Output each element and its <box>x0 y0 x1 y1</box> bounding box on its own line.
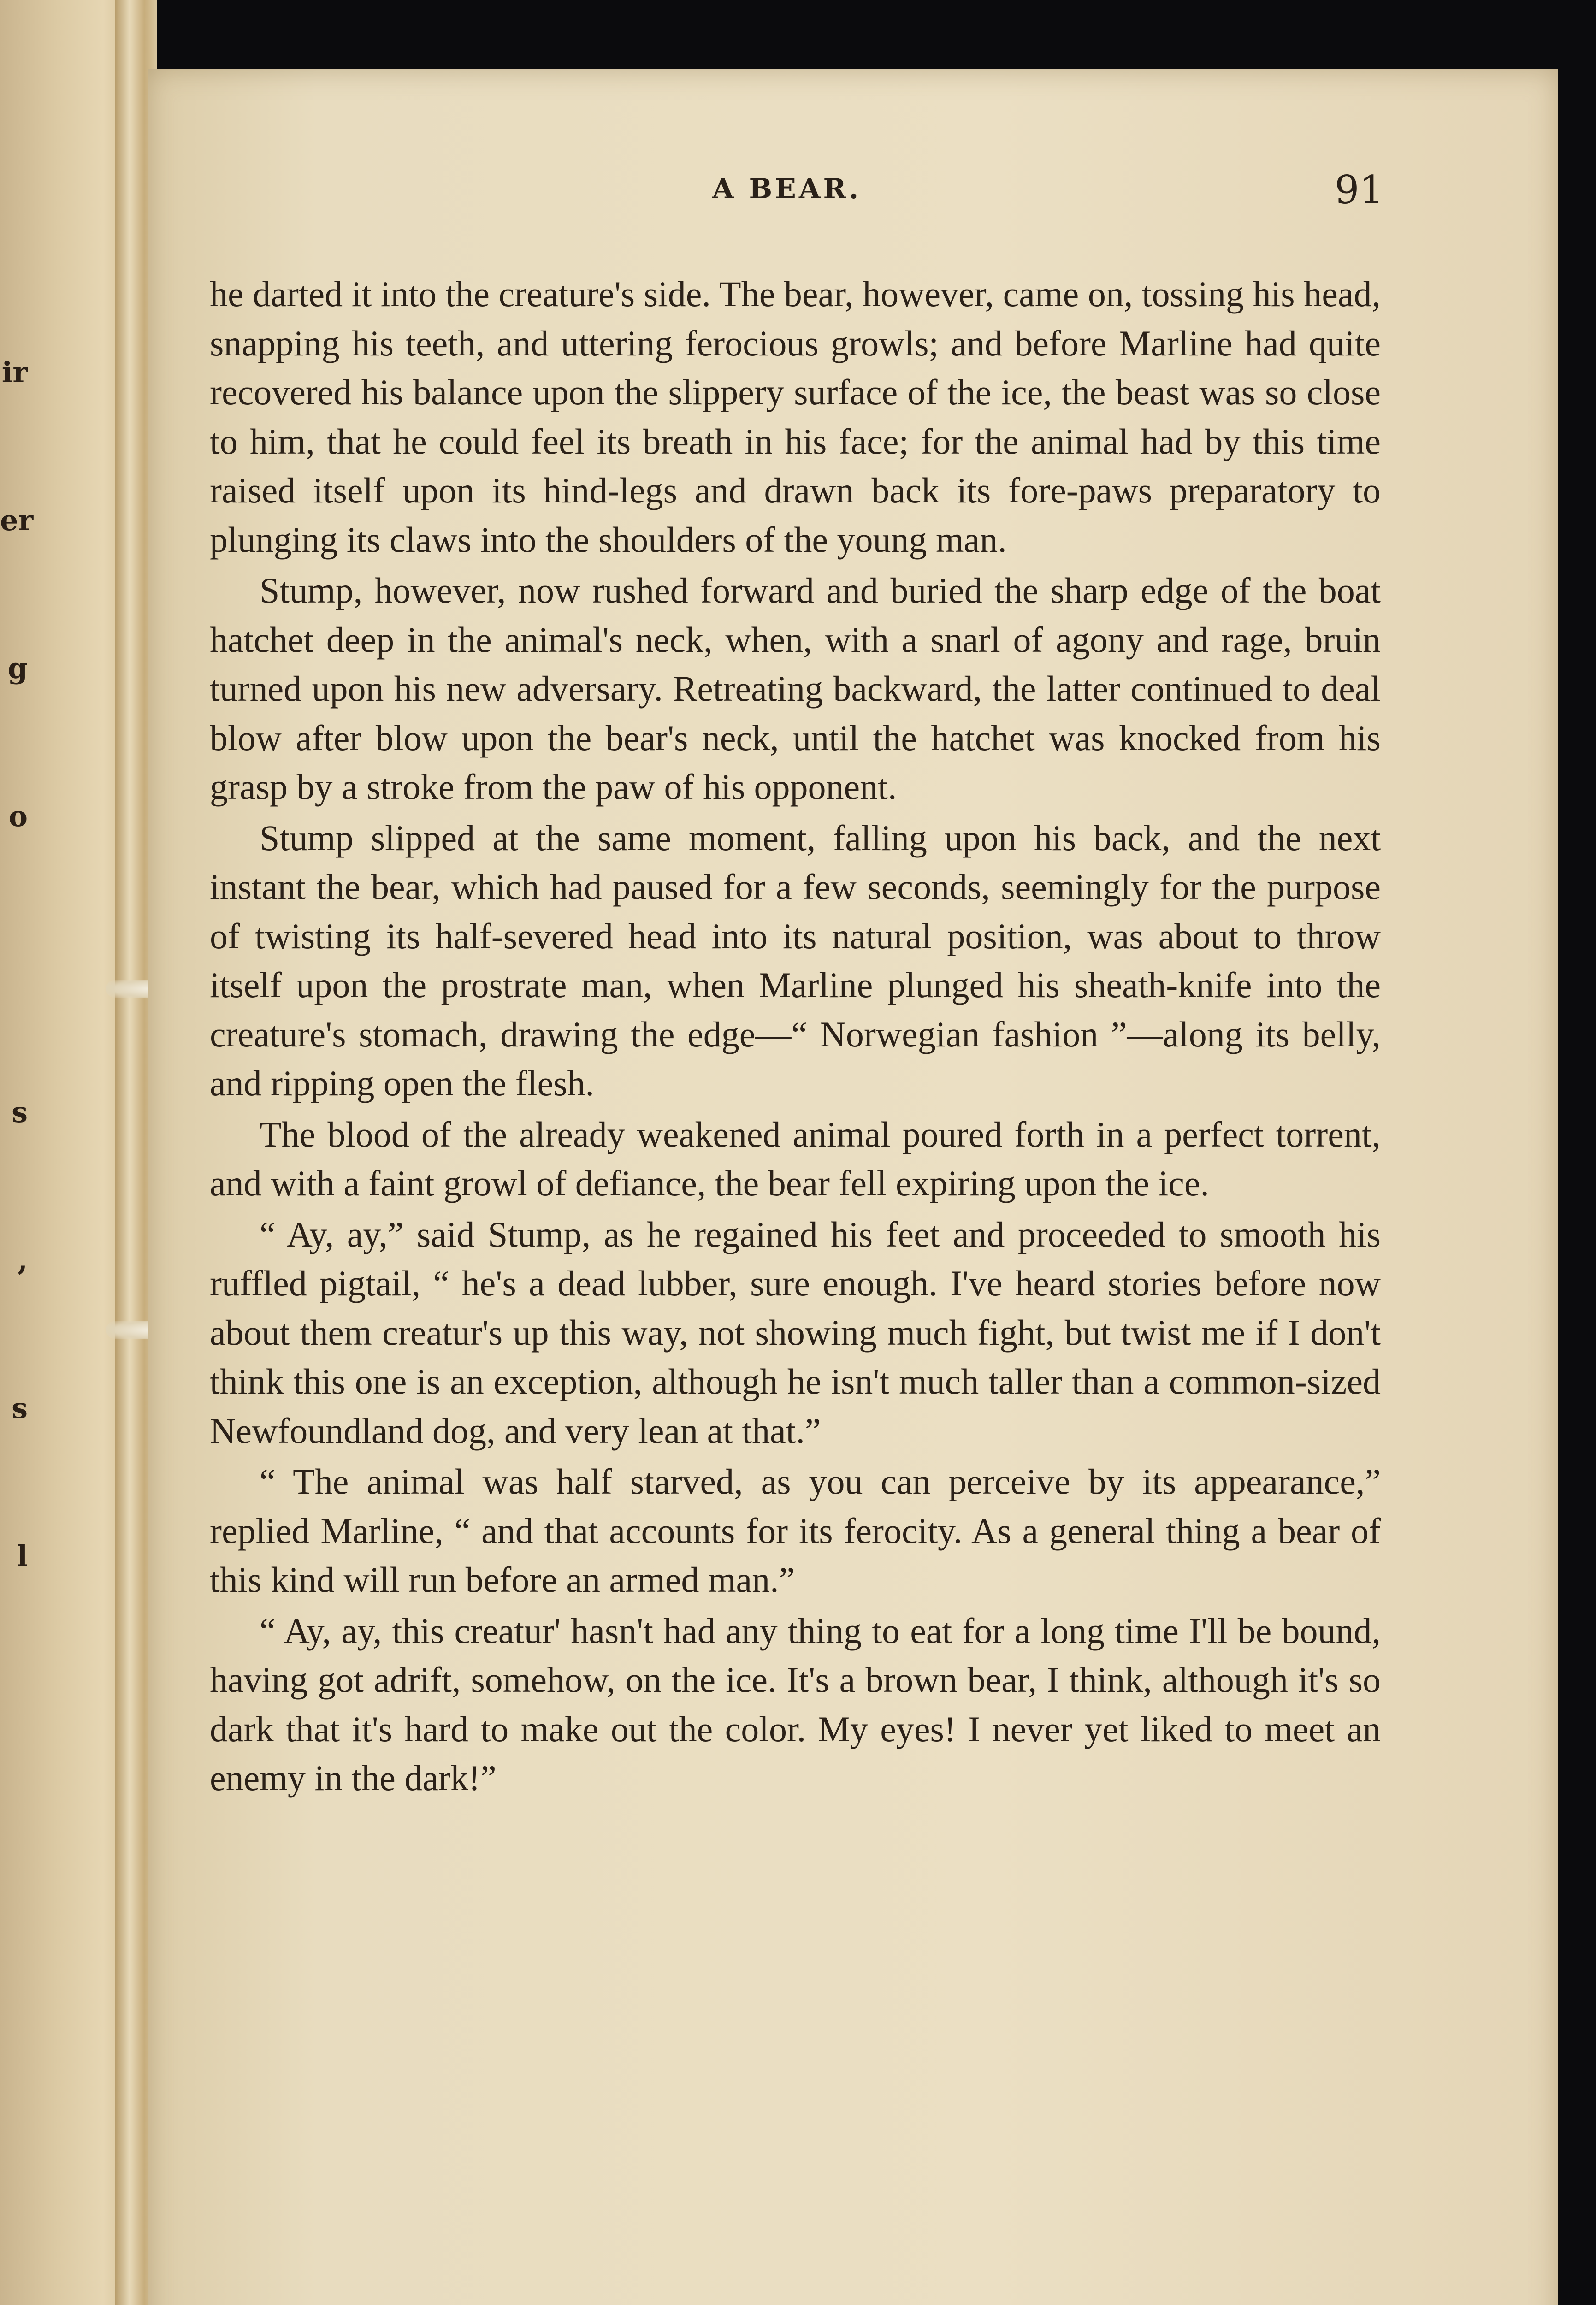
left-page-fragment: l <box>17 1539 28 1573</box>
running-title: A BEAR. <box>712 173 862 205</box>
paragraph: Stump, however, now rushed forward and buried the sharp edge of the boat hatchet deep in the animal's neck, when, with a snarl of agony and rage, bruin turned upon his new adversary. Retreating backward, the latter continued to deal blow after blow upon the bear's neck, until the hatchet was knocked from his grasp by a stroke from the paw of his opponent. <box>210 570 1381 807</box>
left-page-fragment: , <box>18 1243 28 1277</box>
left-page-fragment: s <box>12 1391 28 1425</box>
left-page-fragment: o <box>8 799 28 833</box>
paragraph: “ Ay, ay, this creatur' hasn't had any thing to eat for a long time I'll be bound, having got adrift, somehow, on the ice. It's a brown bear, I think, although it's so dark that it's hard to make out the color. My eyes! I never yet liked to meet an enemy in the dark!” <box>210 1610 1381 1798</box>
paragraph: “ Ay, ay,” said Stump, as he regained his feet and proceeded to smooth his ruffled pigtail, “ he's a dead lubber, sure enough. I've heard stories before now about them creatur's up this way, not showing much fight, but twist me if I don't think this one is an exception, although he isn't much taller than a common-sized Newfoundland dog, and very lean at that.” <box>210 1214 1381 1451</box>
left-page-text-fragments <box>0 249 34 1679</box>
paragraph: Stump slipped at the same moment, falling upon his back, and the next instant the bear, which had paused for a few seconds, seemingly for the purpose of twisting its half-severed head into its natural position, was about to throw itself upon the prostrate man, when Marline plunged his sheath-knife into the creature's stomach, drawing the edge—“ Norwegian fashion ”—along its belly, and ripping open the flesh. <box>210 817 1381 1103</box>
left-page-fragment: ir <box>1 355 28 389</box>
paragraph: The blood of the already weakened animal poured forth in a perfect torrent, and with a faint growl of defiance, the bear fell expiring upon the ice. <box>210 1114 1381 1203</box>
paragraph: “ The animal was half starved, as you can perceive by its appearance,” replied Marline, “ and that accounts for its ferocity. As a general thing a bear of this kind will run before an armed man.” <box>210 1461 1381 1600</box>
left-page-fragment: s <box>12 1095 28 1129</box>
page-body <box>210 270 1381 1803</box>
left-page-fragment <box>0 940 28 989</box>
paragraph: he darted it into the creature's side. The bear, however, came on, tossing his head, snapping his teeth, and uttering ferocious growls; and before Marline had quite recovered his balance upon the slippery surface of the ice, the beast was so close to him, that he could feel its breath in his face; for the animal had by this time raised itself upon its hind-legs and drawn back its fore-paws preparatory to plunging its claws into the shoulders of the young man. <box>210 274 1381 560</box>
left-page-fragment: g <box>7 651 28 685</box>
left-page-fragment: er <box>0 503 34 537</box>
left-facing-page <box>0 0 129 2305</box>
book-page <box>148 69 1558 2305</box>
page-number: 91 <box>1335 167 1384 213</box>
